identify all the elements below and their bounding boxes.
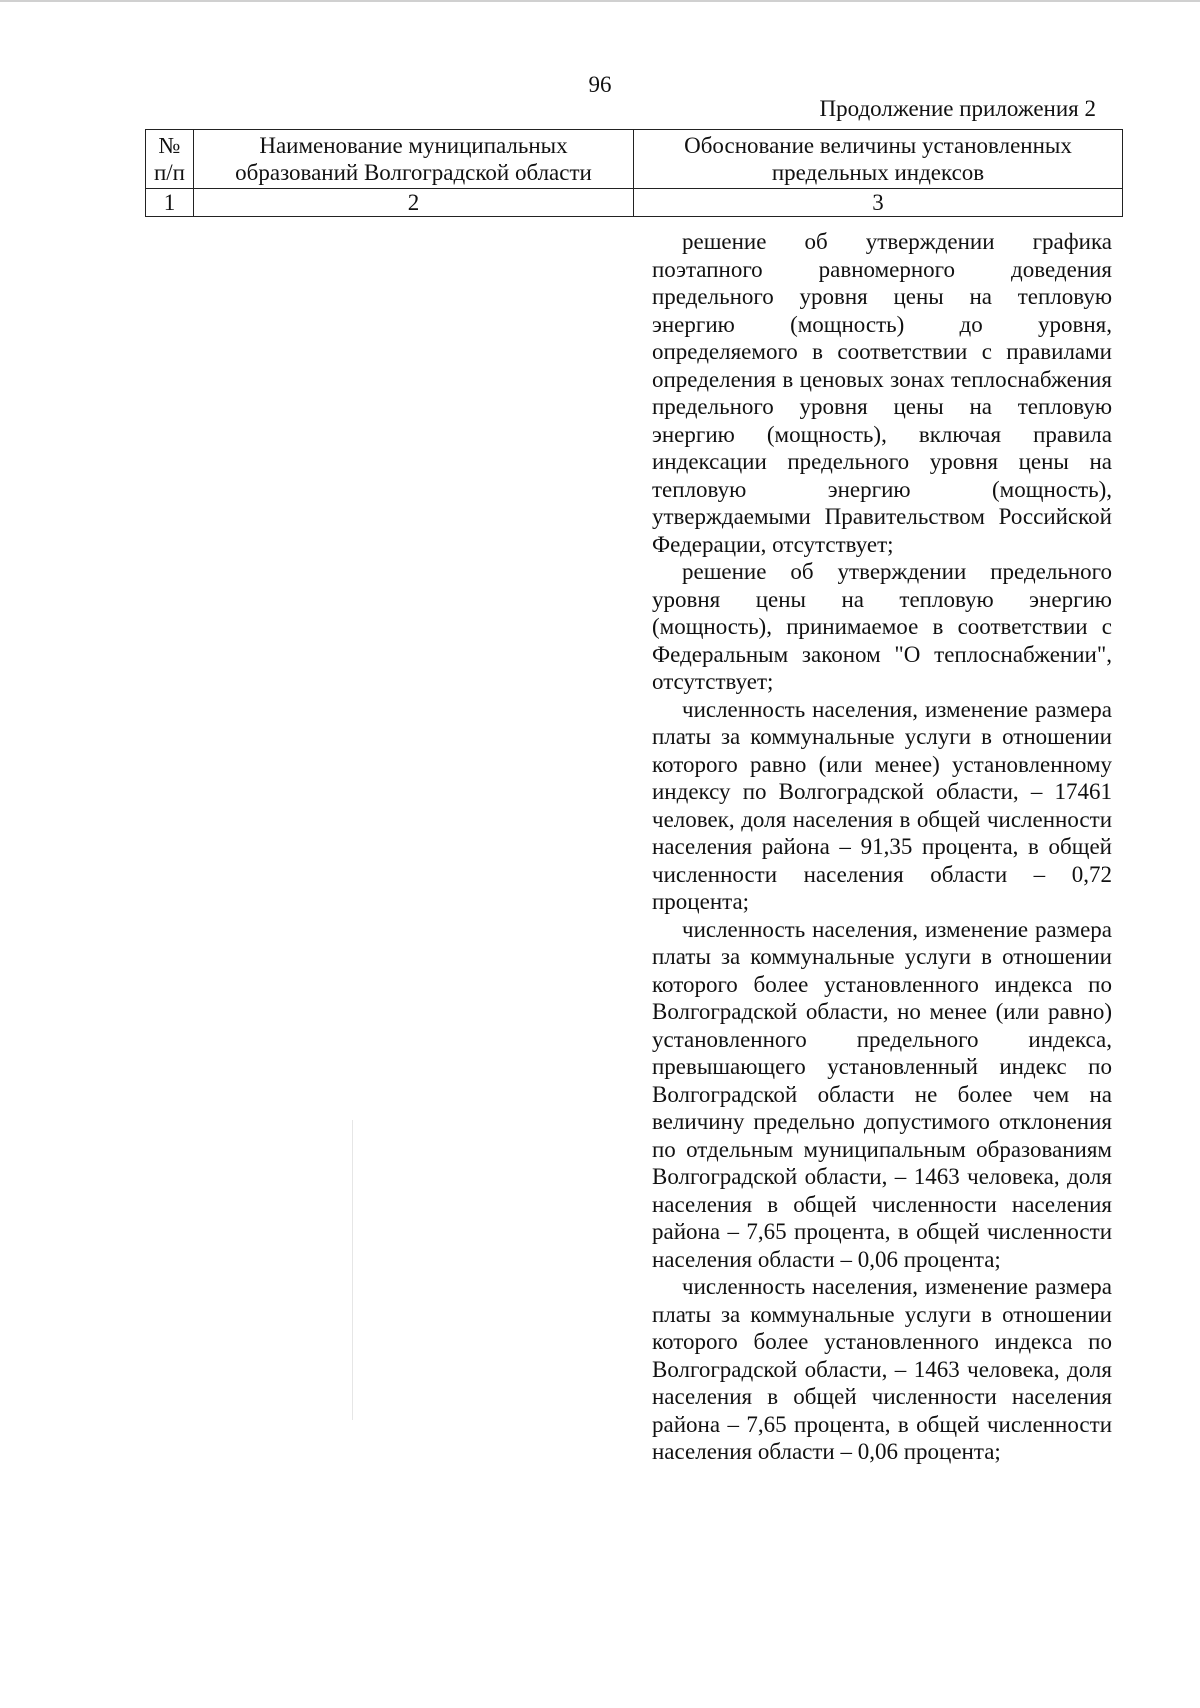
header-line: п/п (153, 160, 185, 185)
continuation-label: Продолжение приложения 2 (819, 96, 1096, 121)
header-line: Обоснование величины установленных (684, 133, 1072, 158)
column-number: 1 (146, 189, 194, 217)
header-line: № (158, 133, 181, 158)
column-number-row (146, 189, 1123, 217)
paragraph: численность населения, изменение размера платы за коммунальные услуги в отношении которого более установленного индекса по Волгоградской области, но менее (или равно) установленного предельного индекса, превышающего установленный индекс по Волгоградской области не более чем на величину предельно допустимого отклонения по отдельным муниципальным образованиям Волгоградской области, – 1463 человека, доля населения в общей численности населения района – 7,65 процента, в общей численности населения области – 0,06 процента; (652, 916, 1112, 1272)
justification-text (652, 228, 1112, 1466)
page-edge (0, 0, 1200, 2)
header-line: Наименование муниципальных (259, 133, 568, 158)
header-line: предельных индексов (771, 160, 985, 185)
paragraph: решение об утверждении графика поэтапного равномерного доведения предельного уровня цены на тепловую энергию (мощность) до уровня, определяемого в соответствии с правилами определения в ценовых зонах теплоснабжения предельного уровня цены на тепловую энергию (мощность), включая правила индексации предельного уровня цены на тепловую энергию (мощность), утверждаемыми Правительством Российской Федерации, отсутствует; (652, 229, 1112, 557)
column-number: 3 (634, 189, 1123, 217)
header-row (146, 130, 1123, 189)
header-cell-justification (634, 130, 1123, 189)
page-number: 96 (588, 72, 612, 97)
paragraph: решение об утверждении предельного уровня цены на тепловую энергию (мощность), принимаемое в соответствии с Федеральным законом "О теплоснабжении", отсутствует; (652, 559, 1112, 694)
paragraph: численность населения, изменение размера платы за коммунальные услуги в отношении которого более установленного индекса по Волгоградской области, – 1463 человека, доля населения в общей численности населения района – 7,65 процента, в общей численности населения области – 0,06 процента; (652, 1274, 1112, 1464)
paragraph: численность населения, изменение размера платы за коммунальные услуги в отношении которого равно (или менее) установленному индексу по Волгоградской области, – 17461 человек, доля населения в общей численности населения района – 91,35 процента, в общей численности населения области – 0,72 процента; (652, 696, 1112, 914)
column-number: 2 (194, 189, 634, 217)
header-table (145, 129, 1123, 217)
scan-artifact-line (352, 1120, 353, 1420)
header-cell-number (146, 130, 194, 189)
header-cell-municipality (194, 130, 634, 189)
header-line: образований Волгоградской области (235, 160, 592, 185)
